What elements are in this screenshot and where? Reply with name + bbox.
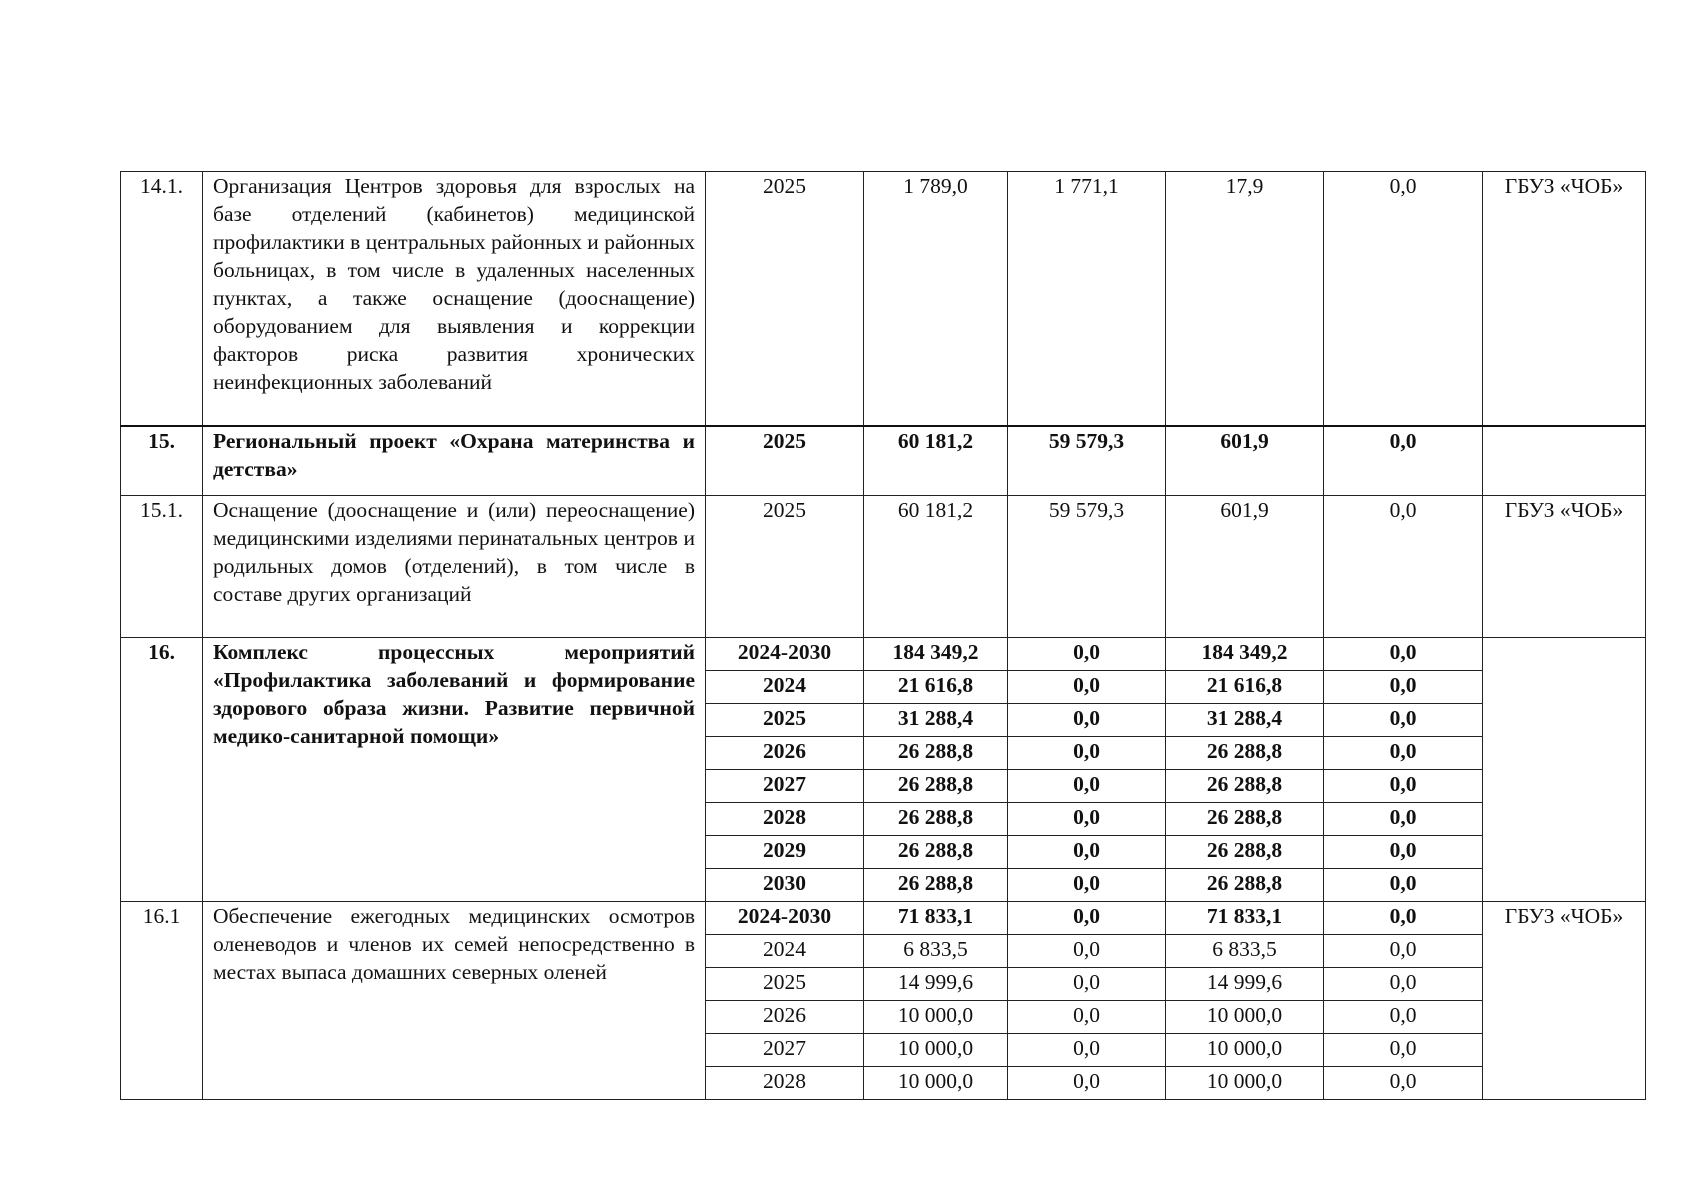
row-number: 15.1. bbox=[121, 496, 203, 638]
row-organization: ГБУЗ «ЧОБ» bbox=[1483, 172, 1646, 426]
row-total: 26 288,8 bbox=[864, 836, 1008, 869]
row-federal: 0,0 bbox=[1008, 869, 1166, 902]
row-regional: 26 288,8 bbox=[1166, 770, 1324, 803]
row-regional: 26 288,8 bbox=[1166, 836, 1324, 869]
row-number: 14.1. bbox=[121, 172, 203, 426]
row-total: 10 000,0 bbox=[864, 1034, 1008, 1067]
row-number: 15. bbox=[121, 426, 203, 496]
row-year: 2030 bbox=[706, 869, 864, 902]
row-year: 2028 bbox=[706, 803, 864, 836]
row-federal: 0,0 bbox=[1008, 836, 1166, 869]
row-organization bbox=[1483, 638, 1646, 902]
row-regional: 17,9 bbox=[1166, 172, 1324, 426]
row-name: Оснащение (дооснащение и (или) переоснащение) медицинскими изделиями перинатальных центров и родильных домов (отделений), в том числе в составе других организаций bbox=[203, 496, 706, 638]
row-other: 0,0 bbox=[1324, 935, 1483, 968]
row-regional: 31 288,4 bbox=[1166, 704, 1324, 737]
row-other: 0,0 bbox=[1324, 426, 1483, 496]
row-regional: 26 288,8 bbox=[1166, 737, 1324, 770]
row-other: 0,0 bbox=[1324, 836, 1483, 869]
row-total: 60 181,2 bbox=[864, 426, 1008, 496]
row-federal: 1 771,1 bbox=[1008, 172, 1166, 426]
row-number: 16.1 bbox=[121, 902, 203, 1100]
row-regional: 10 000,0 bbox=[1166, 1001, 1324, 1034]
row-year: 2025 bbox=[706, 426, 864, 496]
budget-table bbox=[120, 171, 1646, 1100]
row-year: 2029 bbox=[706, 836, 864, 869]
row-federal: 59 579,3 bbox=[1008, 426, 1166, 496]
row-name: Комплекс процессных мероприятий «Профилактика заболеваний и формирование здорового образа жизни. Развитие первичной медико-санитарной помощи» bbox=[203, 638, 706, 902]
row-name: Организация Центров здоровья для взрослых на базе отделений (кабинетов) медицинской профилактики в центральных районных и районных больницах, в том числе в удаленных населенных пунктах, а также оснащение (дооснащение) оборудованием для выявления и коррекции факторов риска развития хронических неинфекционных заболеваний bbox=[203, 172, 706, 426]
row-federal: 0,0 bbox=[1008, 704, 1166, 737]
row-organization: ГБУЗ «ЧОБ» bbox=[1483, 496, 1646, 638]
row-year: 2024-2030 bbox=[706, 902, 864, 935]
row-other: 0,0 bbox=[1324, 1001, 1483, 1034]
row-other: 0,0 bbox=[1324, 902, 1483, 935]
row-regional: 10 000,0 bbox=[1166, 1034, 1324, 1067]
row-other: 0,0 bbox=[1324, 704, 1483, 737]
row-total: 71 833,1 bbox=[864, 902, 1008, 935]
row-other: 0,0 bbox=[1324, 803, 1483, 836]
row-name: Региональный проект «Охрана материнства и детства» bbox=[203, 426, 706, 496]
row-regional: 21 616,8 bbox=[1166, 671, 1324, 704]
row-year: 2026 bbox=[706, 1001, 864, 1034]
row-year: 2027 bbox=[706, 770, 864, 803]
row-regional: 26 288,8 bbox=[1166, 869, 1324, 902]
row-year: 2024-2030 bbox=[706, 638, 864, 671]
row-total: 14 999,6 bbox=[864, 968, 1008, 1001]
table-row bbox=[121, 902, 1646, 935]
row-other: 0,0 bbox=[1324, 770, 1483, 803]
table-row bbox=[121, 496, 1646, 638]
row-federal: 0,0 bbox=[1008, 1067, 1166, 1100]
row-federal: 0,0 bbox=[1008, 638, 1166, 671]
row-year: 2024 bbox=[706, 671, 864, 704]
row-other: 0,0 bbox=[1324, 869, 1483, 902]
row-federal: 0,0 bbox=[1008, 935, 1166, 968]
row-total: 26 288,8 bbox=[864, 869, 1008, 902]
row-total: 26 288,8 bbox=[864, 803, 1008, 836]
row-federal: 59 579,3 bbox=[1008, 496, 1166, 638]
row-other: 0,0 bbox=[1324, 496, 1483, 638]
row-federal: 0,0 bbox=[1008, 1001, 1166, 1034]
row-federal: 0,0 bbox=[1008, 968, 1166, 1001]
row-year: 2025 bbox=[706, 172, 864, 426]
row-other: 0,0 bbox=[1324, 638, 1483, 671]
row-year: 2028 bbox=[706, 1067, 864, 1100]
row-total: 60 181,2 bbox=[864, 496, 1008, 638]
row-total: 10 000,0 bbox=[864, 1001, 1008, 1034]
row-year: 2026 bbox=[706, 737, 864, 770]
table-row bbox=[121, 638, 1646, 671]
row-other: 0,0 bbox=[1324, 1067, 1483, 1100]
row-regional: 10 000,0 bbox=[1166, 1067, 1324, 1100]
row-other: 0,0 bbox=[1324, 968, 1483, 1001]
row-organization: ГБУЗ «ЧОБ» bbox=[1483, 902, 1646, 1100]
row-year: 2024 bbox=[706, 935, 864, 968]
row-number: 16. bbox=[121, 638, 203, 902]
row-federal: 0,0 bbox=[1008, 671, 1166, 704]
row-organization bbox=[1483, 426, 1646, 496]
row-year: 2025 bbox=[706, 496, 864, 638]
row-regional: 71 833,1 bbox=[1166, 902, 1324, 935]
row-total: 26 288,8 bbox=[864, 770, 1008, 803]
row-total: 6 833,5 bbox=[864, 935, 1008, 968]
row-year: 2027 bbox=[706, 1034, 864, 1067]
row-federal: 0,0 bbox=[1008, 803, 1166, 836]
row-other: 0,0 bbox=[1324, 671, 1483, 704]
row-regional: 184 349,2 bbox=[1166, 638, 1324, 671]
row-total: 21 616,8 bbox=[864, 671, 1008, 704]
row-federal: 0,0 bbox=[1008, 770, 1166, 803]
row-regional: 14 999,6 bbox=[1166, 968, 1324, 1001]
row-total: 1 789,0 bbox=[864, 172, 1008, 426]
row-other: 0,0 bbox=[1324, 1034, 1483, 1067]
row-total: 26 288,8 bbox=[864, 737, 1008, 770]
row-federal: 0,0 bbox=[1008, 737, 1166, 770]
row-year: 2025 bbox=[706, 968, 864, 1001]
row-regional: 601,9 bbox=[1166, 496, 1324, 638]
table-row bbox=[121, 426, 1646, 496]
row-regional: 26 288,8 bbox=[1166, 803, 1324, 836]
table-row bbox=[121, 172, 1646, 426]
row-federal: 0,0 bbox=[1008, 1034, 1166, 1067]
row-total: 184 349,2 bbox=[864, 638, 1008, 671]
row-federal: 0,0 bbox=[1008, 902, 1166, 935]
row-regional: 6 833,5 bbox=[1166, 935, 1324, 968]
row-regional: 601,9 bbox=[1166, 426, 1324, 496]
row-other: 0,0 bbox=[1324, 172, 1483, 426]
row-total: 31 288,4 bbox=[864, 704, 1008, 737]
row-other: 0,0 bbox=[1324, 737, 1483, 770]
row-name: Обеспечение ежегодных медицинских осмотров оленеводов и членов их семей непосредственно в местах выпаса домашних северных оленей bbox=[203, 902, 706, 1100]
row-total: 10 000,0 bbox=[864, 1067, 1008, 1100]
row-year: 2025 bbox=[706, 704, 864, 737]
